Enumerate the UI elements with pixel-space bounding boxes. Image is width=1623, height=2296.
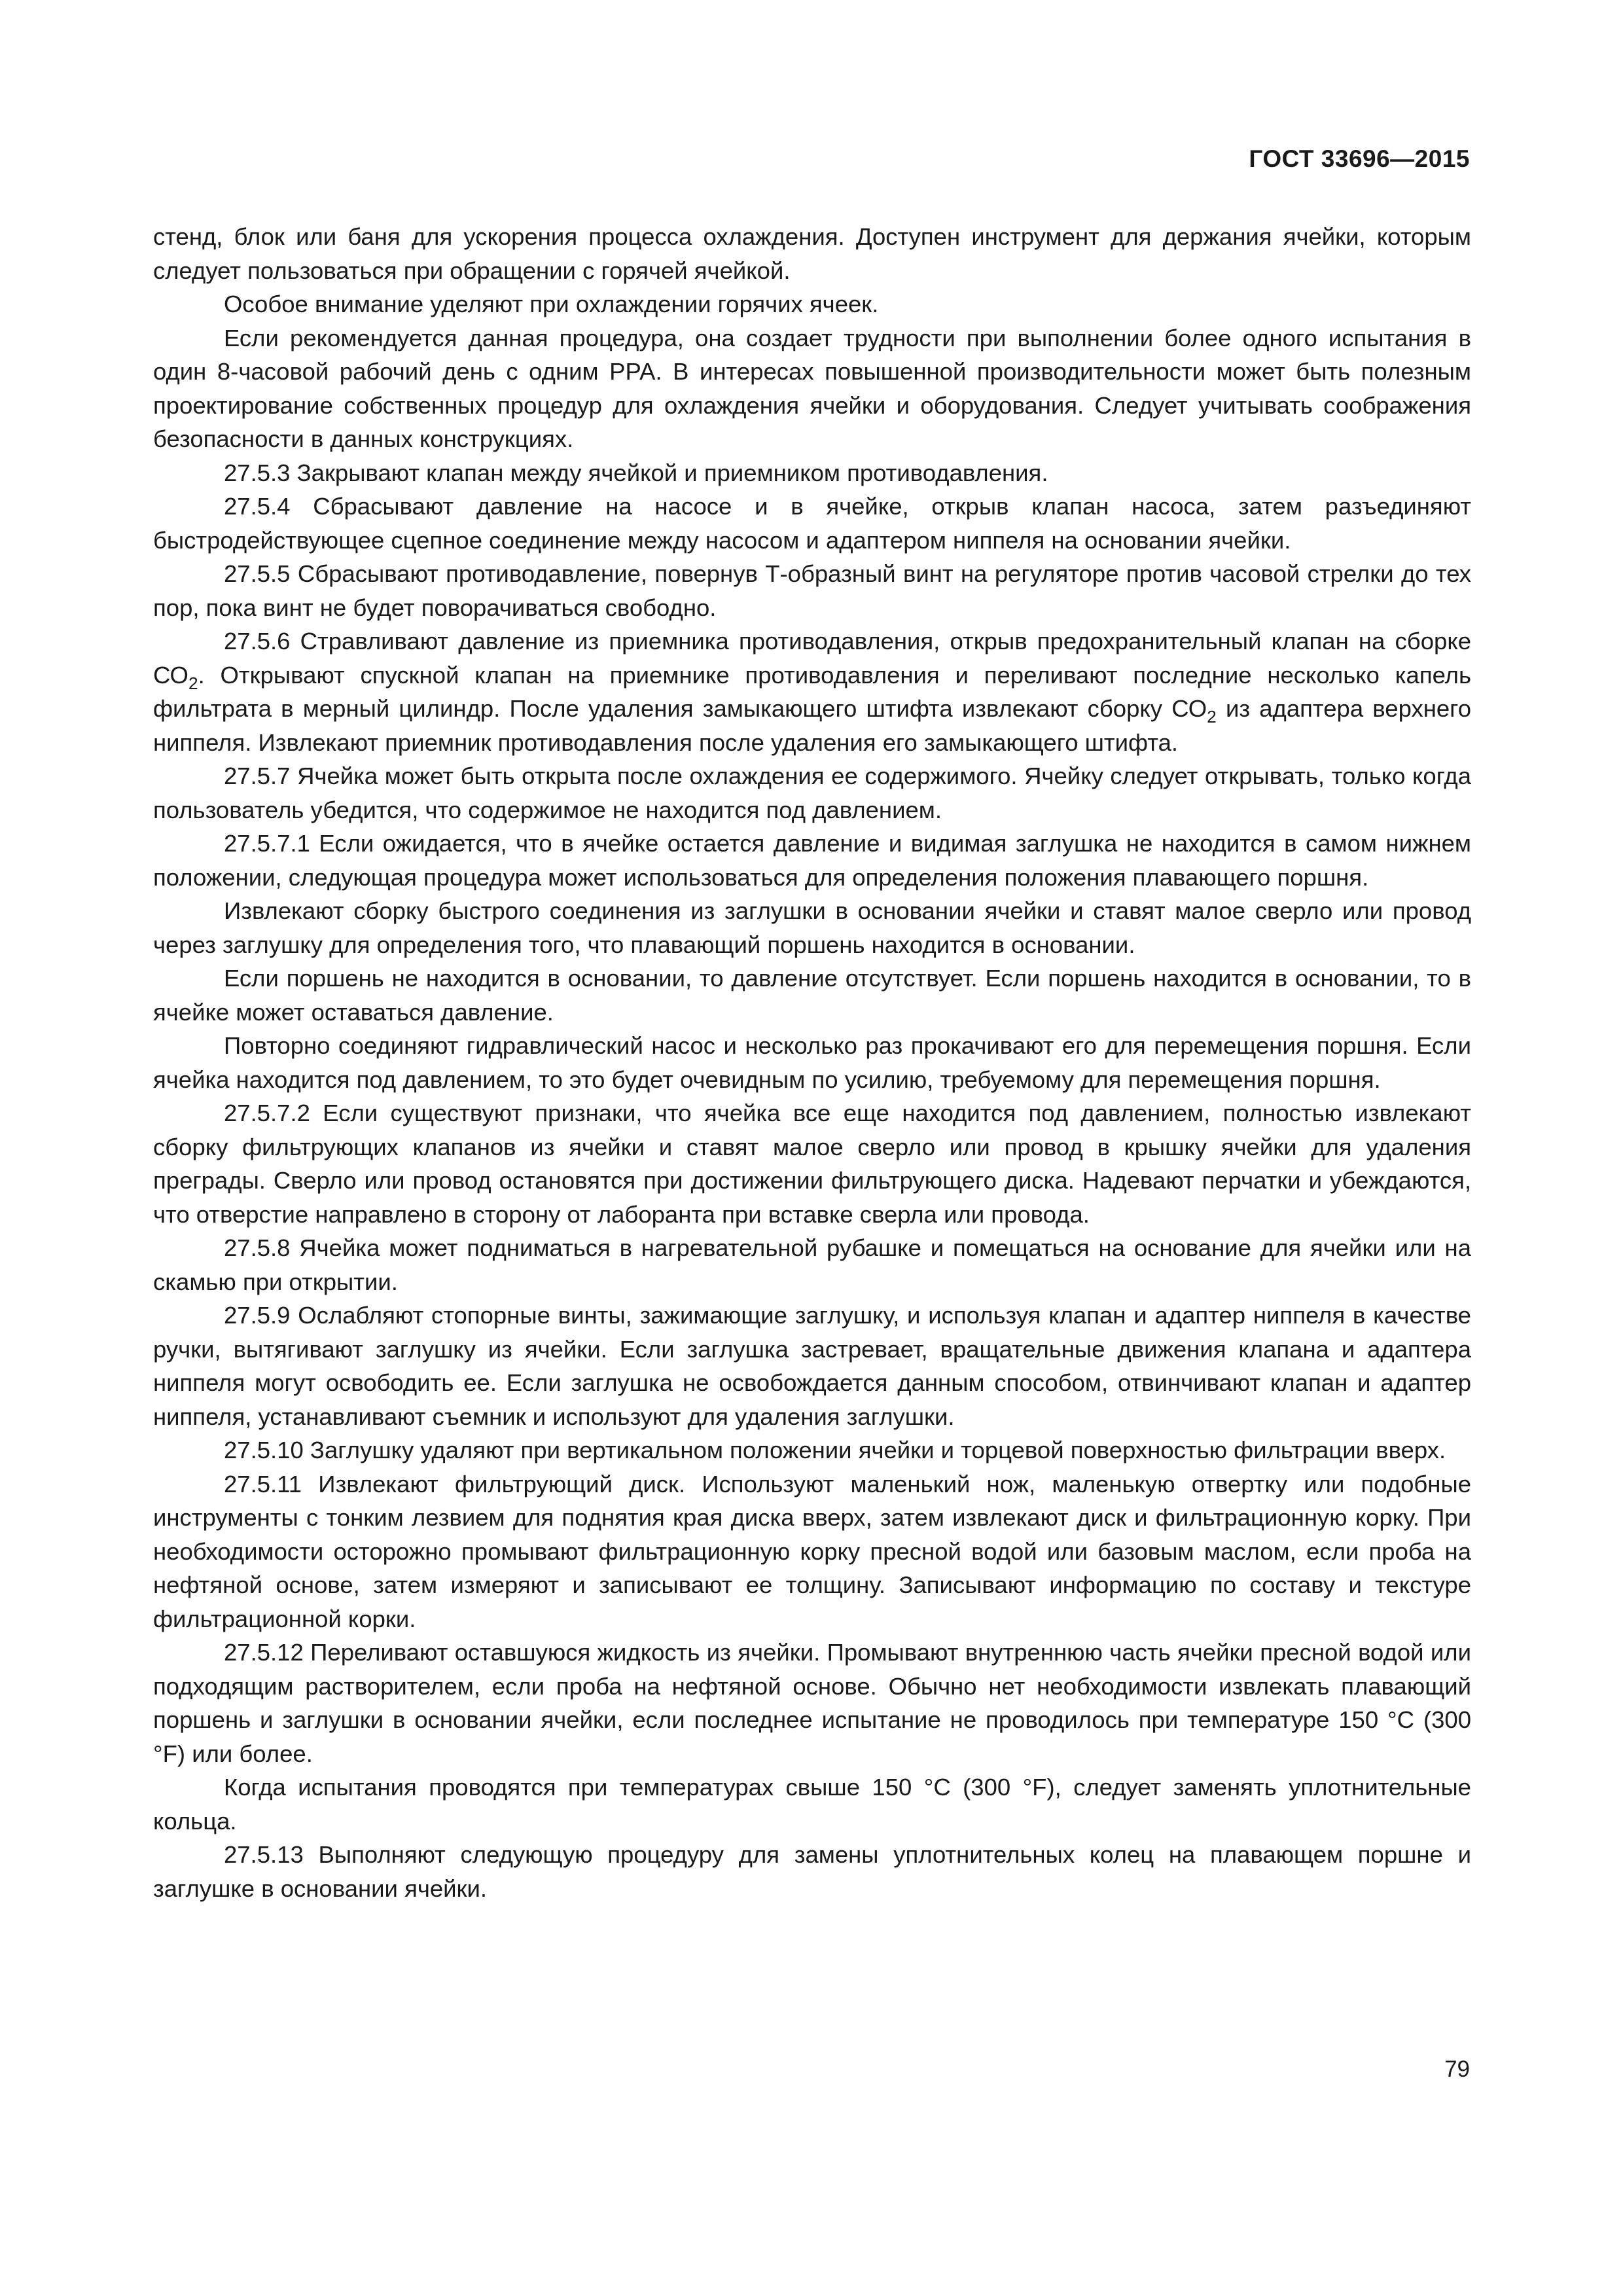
paragraph: Извлекают сборку быстрого соединения из заглушки в основании ячейки и ставят малое сверло или провод через заглушку для определения того, что плавающий поршень находится в основании. bbox=[153, 897, 1471, 958]
body-text bbox=[153, 220, 1471, 1905]
document-header: ГОСТ 33696—2015 bbox=[1249, 145, 1470, 172]
paragraph-text: . Открывают спускной клапан на приемнике противодавления и переливают последние несколько капель фильтрата в мерный цилиндр. После удаления замыкающего штифта извлекают сборку СО bbox=[153, 661, 1471, 722]
paragraph: 27.5.7 Ячейка может быть открыта после охлаждения ее содержимого. Ячейку следует открывать, только когда пользователь убедится, что содержимое не находится под давлением. bbox=[153, 762, 1471, 823]
paragraph: Особое внимание уделяют при охлаждении горячих ячеек. bbox=[224, 291, 879, 317]
paragraph: 27.5.4 Сбрасывают давление на насосе и в ячейке, открыв клапан насоса, затем разъединяют быстродействующее сцепное соединение между насосом и адаптером ниппеля на основании ячейки. bbox=[153, 493, 1471, 554]
paragraph: 27.5.7.2 Если существуют признаки, что ячейка все еще находится под давлением, полностью извлекают сборку фильтрующих клапанов из ячейки и ставят малое сверло или провод в крышку ячейки для удаления преграды. Сверло или провод остановятся при достижении фильтрующего диска. Надевают перчатки и убеждаются, что отверстие направлено в сторону от лаборанта при вставке сверла или провода. bbox=[153, 1100, 1471, 1228]
paragraph: 27.5.7.1 Если ожидается, что в ячейке остается давление и видимая заглушка не находится в самом нижнем положении, следующая процедура может использоваться для определения положения плавающего поршня. bbox=[153, 830, 1471, 891]
page-number: 79 bbox=[1444, 2056, 1470, 2082]
paragraph bbox=[153, 624, 1471, 759]
paragraph: 27.5.9 Ослабляют стопорные винты, зажимающие заглушку, и используя клапан и адаптер ниппеля в качестве ручки, вытягивают заглушку из ячейки. Если заглушка застревает, вращательные движения клапана и адаптера ниппеля могут освободить ее. Если заглушка не освобождается данным способом, отвинчивают клапан и адаптер ниппеля, устанавливают съемник и используют для удаления заглушки. bbox=[153, 1302, 1471, 1430]
paragraph: 27.5.3 Закрывают клапан между ячейкой и приемником противодавления. bbox=[224, 459, 1048, 486]
paragraph: 27.5.8 Ячейка может подниматься в нагревательной рубашке и помещаться на основание для ячейки или на скамью при открытии. bbox=[153, 1234, 1471, 1295]
paragraph: Если поршень не находится в основании, то давление отсутствует. Если поршень находится в основании, то в ячейке может оставаться давление. bbox=[153, 965, 1471, 1026]
paragraph-text: 27.5.6 Стравливают давление из приемника противодавления, открыв предохранительный клапан на сборке СО bbox=[153, 628, 1471, 689]
paragraph: 27.5.10 Заглушку удаляют при вертикальном положении ячейки и торцевой поверхностью фильтрации вверх. bbox=[224, 1437, 1446, 1463]
subscript: 2 bbox=[1207, 707, 1217, 727]
paragraph: Повторно соединяют гидравлический насос и несколько раз прокачивают его для перемещения поршня. Если ячейка находится под давлением, то это будет очевидным по усилию, требуемому для перемещения поршня. bbox=[153, 1032, 1471, 1093]
subscript: 2 bbox=[188, 673, 198, 693]
paragraph: стенд, блок или баня для ускорения процесса охлаждения. Доступен инструмент для держания ячейки, которым следует пользоваться при обращении с горячей ячейкой. bbox=[153, 223, 1471, 284]
paragraph: 27.5.12 Переливают оставшуюся жидкость из ячейки. Промывают внутреннюю часть ячейки пресной водой или подходящим растворителем, если проба на нефтяной основе. Обычно нет необходимости извлекать плавающий поршень и заглушки в основании ячейки, если последнее испытание не проводилось при температуре 150 °С (300 °F) или более. bbox=[153, 1639, 1471, 1767]
paragraph: 27.5.11 Извлекают фильтрующий диск. Используют маленький нож, маленькую отвертку или подобные инструменты с тонким лезвием для поднятия края диска вверх, затем извлекают диск и фильтрационную корку. При необходимости осторожно промывают фильтрационную корку пресной водой или базовым маслом, если проба на нефтяной основе, затем измеряют и записывают ее толщину. Записывают информацию по составу и текстуре фильтрационной корки. bbox=[153, 1470, 1471, 1632]
paragraph: Если рекомендуется данная процедура, она создает трудности при выполнении более одного испытания в один 8-часовой рабочий день с одним PPA. В интересах повышенной производительности может быть полезным проектирование собственных процедур для охлаждения ячейки и оборудования. Следует учитывать соображения безопасности в данных конструкциях. bbox=[153, 324, 1471, 452]
paragraph: Когда испытания проводятся при температурах свыше 150 °С (300 °F), следует заменять уплотнительные кольца. bbox=[153, 1774, 1471, 1835]
paragraph: 27.5.5 Сбрасывают противодавление, повернув Т-образный винт на регуляторе против часовой стрелки до тех пор, пока винт не будет поворачиваться свободно. bbox=[153, 560, 1471, 621]
paragraph: 27.5.13 Выполняют следующую процедуру для замены уплотнительных колец на плавающем поршне и заглушке в основании ячейки. bbox=[153, 1841, 1471, 1902]
paragraph-text: из адаптера верхнего ниппеля. Извлекают приемник противодавления после удаления его замыкающего штифта. bbox=[153, 695, 1471, 756]
